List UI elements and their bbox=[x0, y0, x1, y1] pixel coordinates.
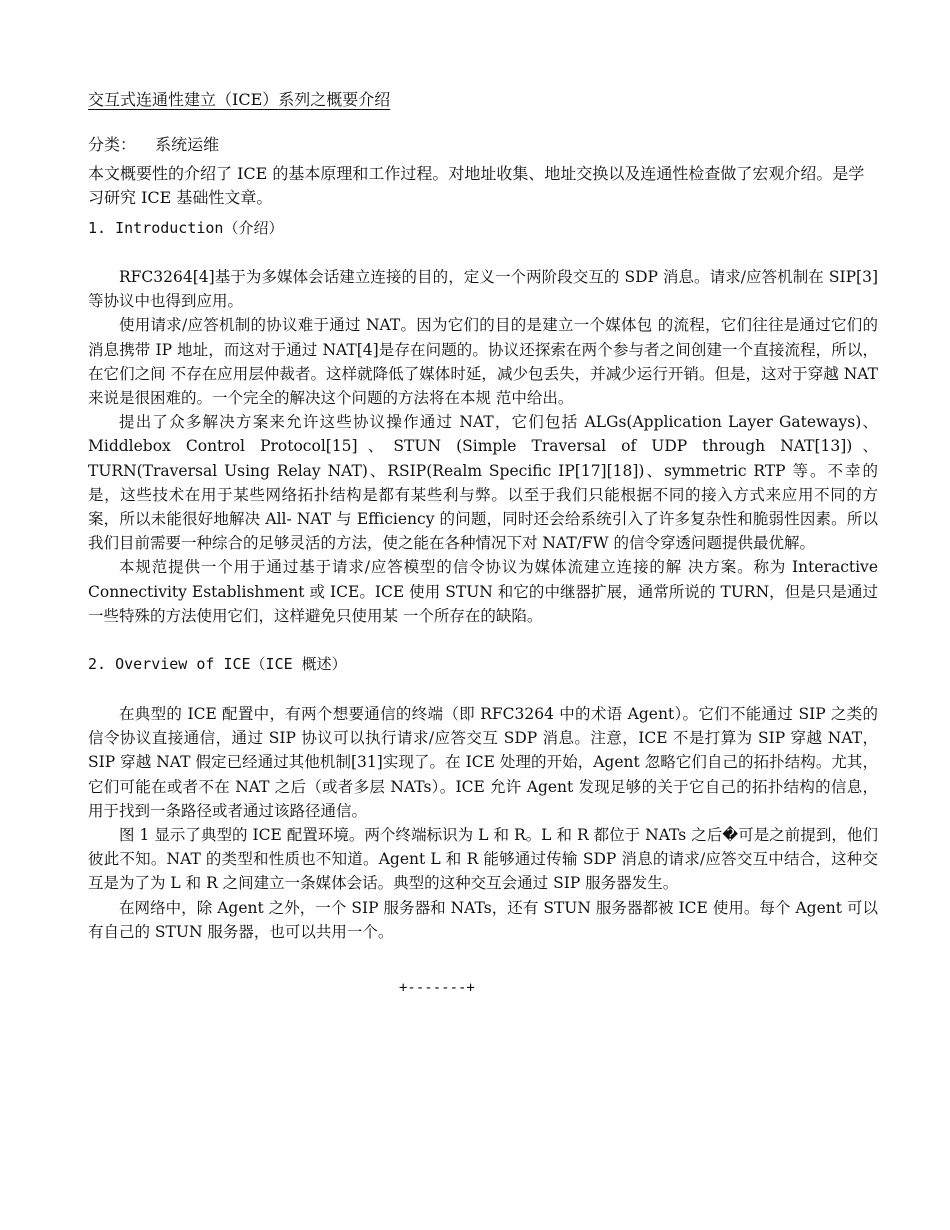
document-page bbox=[88, 88, 878, 1000]
overview-paragraph-2: 图 1 显示了典型的 ICE 配置环境。两个终端标识为 L 和 R。L 和 R 都位于 NATs 之后�可是之前提到，他们彼此不知。NAT 的类型和性质也不知道。Agent L 和 R 能够通过传输 SDP 消息的请求/应答交互中结合，这种交互是为了为 L 和 R 之间建立一条媒体会话。典型的这种交互会通过 SIP 服务器发生。 bbox=[88, 826, 878, 893]
intro-paragraph-3: 提出了众多解决方案来允许这些协议操作通过 NAT，它们包括 ALGs(Application Layer Gateways)、Middlebox Control Protocol[15]、STUN (Simple Traversal of UDP through NAT[13])、TURN(Traversal Using Relay NAT)、RSIP(Realm Specific IP[17][18])、symmetric RTP 等。不幸的是，这些技术在用于某些网络拓扑结构是都有某些利与弊。以至于我们只能根据不同的接入方式来应用不同的方案，所以未能很好地解决 All- NAT 与 Efficiency 的问题，同时还会给系统引入了许多复杂性和脆弱性因素。所以我们目前需要一种综合的足够灵活的方法，使之能在各种情况下对 NAT/FW 的信令穿透问题提供最优解。 bbox=[88, 413, 878, 553]
category-line bbox=[88, 133, 878, 157]
category-value: 系统运维 bbox=[155, 135, 220, 154]
overview-paragraph-1: 在典型的 ICE 配置中，有两个想要通信的终端（即 RFC3264 中的术语 Agent）。它们不能通过 SIP 之类的信令协议直接通信，通过 SIP 协议可以执行请求/应答交互 SDP 消息。注意，ICE 不是打算为 SIP 穿越 NAT，SIP 穿越 NAT 假定已经通过其他机制[31]实现了。在 ICE 处理的开始，Agent 忽略它们自己的拓扑结构。尤其，它们可能在或者不在 NAT 之后（或者多层 NATs）。ICE 允许 Agent 发现足够的关于它自己的拓扑结构的信息，用于找到一条路径或者通过该路径通信。 bbox=[88, 705, 878, 820]
overview-paragraph-3: 在网络中，除 Agent 之外，一个 SIP 服务器和 NATs，还有 STUN 服务器都被 ICE 使用。每个 Agent 可以有自己的 STUN 服务器，也可以共用一个。 bbox=[88, 898, 878, 941]
article-summary: 本文概要性的介绍了 ICE 的基本原理和工作过程。对地址收集、地址交换以及连通性检查做了宏观介绍。是学习研究 ICE 基础性文章。 bbox=[88, 164, 865, 207]
intro-paragraph-1: RFC3264[4]基于为多媒体会话建立连接的目的，定义一个两阶段交互的 SDP 消息。请求/应答机制在 SIP[3]等协议中也得到应用。 bbox=[88, 268, 878, 311]
intro-paragraph-4: 本规范提供一个用于通过基于请求/应答模型的信令协议为媒体流建立连接的解 决方案。称为 Interactive Connectivity Establishment 或 ICE。ICE 使用 STUN 和它的中继器扩展，通常所说的 TURN，但是只是通过一些特殊的方法使用它们，这样避免只使用某 一个所存在的缺陷。 bbox=[88, 558, 878, 625]
section-heading-overview: 2. Overview of ICE（ICE 概述） bbox=[88, 655, 347, 674]
section-spacer bbox=[88, 628, 878, 652]
page-title: 交互式连通性建立（ICE）系列之概要介绍 bbox=[88, 90, 391, 109]
section-heading-introduction: 1. Introduction（介绍） bbox=[88, 219, 284, 237]
intro-paragraph-2: 使用请求/应答机制的协议难于通过 NAT。因为它们的目的是建立一个媒体包 的流程，它们往往是通过它们的消息携带 IP 地址，而这对于通过 NAT[4]是存在问题的。协议还探索在两个参与者之间创建一个直接流程，所以， 在它们之间 不存在应用层仲裁者。这样就降低了媒体时延，减少包丢失，并减少运行开销。但是，这对于穿越 NAT 来说是很困难的。一个完全的解决这个问题的方法将在本规 范中给出。 bbox=[88, 316, 878, 408]
ascii-diagram-fragment: +-------+ bbox=[399, 980, 475, 997]
category-label: 分类： bbox=[88, 135, 137, 154]
